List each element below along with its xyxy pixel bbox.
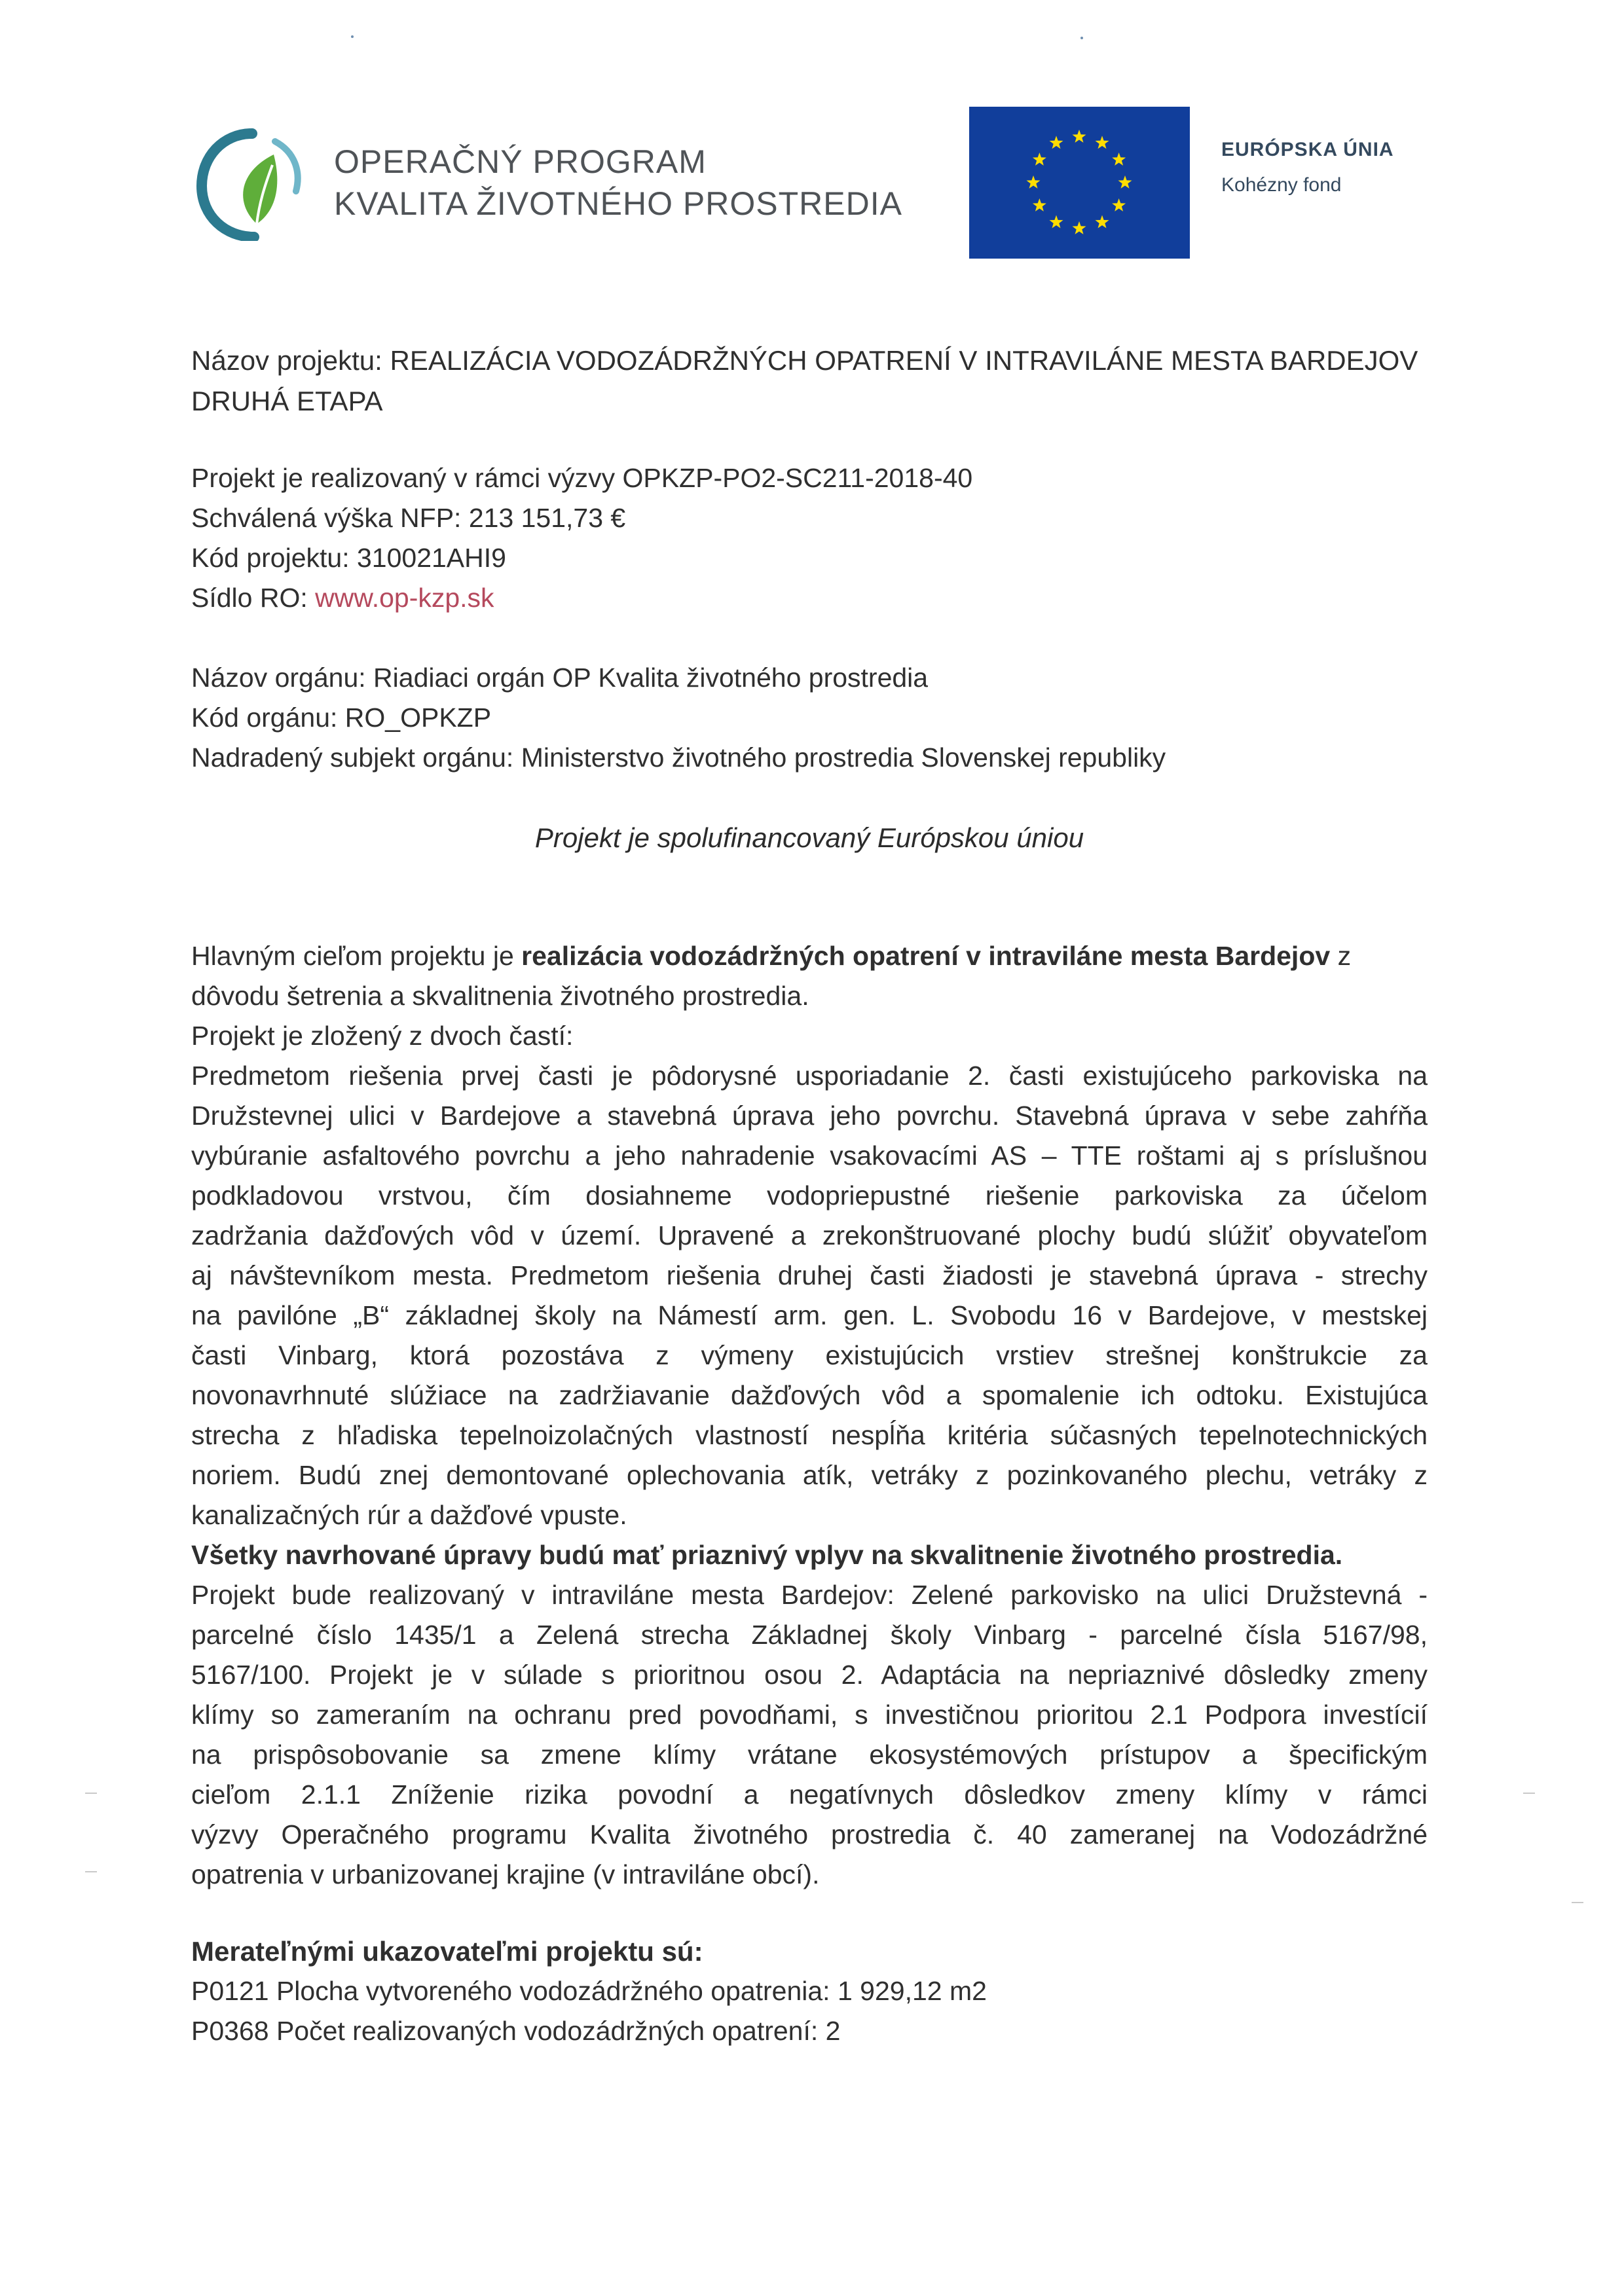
scan-mark xyxy=(85,1793,97,1794)
nfp-amount: Schválená výška NFP: 213 151,73 € xyxy=(191,503,626,533)
scan-mark xyxy=(85,1871,97,1872)
scan-mark xyxy=(1523,1793,1535,1794)
parts-paragraph xyxy=(191,1056,1428,1495)
paragraph-line: časti Vinbarg, ktorá pozostáva z výmeny existujúcich vrstiev strešnej konštrukcie za xyxy=(191,1340,1428,1370)
organ-code: Kód orgánu: RO_OPKZP xyxy=(191,702,492,733)
parts-paragraph-last: kanalizačných rúr a dažďové vpuste. xyxy=(191,1500,627,1530)
organ-name: Názov orgánu: Riadiaci orgán OP Kvalita životného prostredia xyxy=(191,663,929,693)
organ-info xyxy=(191,658,1428,778)
seat-link[interactable]: www.op-kzp.sk xyxy=(315,583,494,613)
eu-flag-icon xyxy=(969,107,1190,259)
eu-stars xyxy=(969,107,1190,259)
paragraph-line: novonavrhnuté slúžiace na zadržiavanie dažďových vôd a spomalenie ich odtoku. Existujúca xyxy=(191,1380,1428,1410)
paragraph-line: Projekt bude realizovaný v intraviláne mesta Bardejov: Zelené parkovisko na ulici Družstevná - xyxy=(191,1580,1428,1610)
eu-star-icon xyxy=(1112,153,1126,166)
scan-mark xyxy=(1572,1902,1583,1903)
paragraph-line: výzvy Operačného programu Kvalita životného prostredia č. 40 zameranej na Vodozádržné xyxy=(191,1819,1428,1850)
paragraph-line: aj návštevníkom mesta. Predmetom riešenia druhej časti žiadosti je stavebná úprava - strechy xyxy=(191,1260,1428,1290)
eu-fund: Kohézny fond xyxy=(1221,174,1342,196)
paragraph-line: Predmetom riešenia prvej časti je pôdorysné usporiadanie 2. časti existujúceho parkoviska na xyxy=(191,1061,1428,1091)
project-info xyxy=(191,458,1428,618)
organ-parent: Nadradený subjekt orgánu: Ministerstvo životného prostredia Slovenskej republiky xyxy=(191,742,1166,773)
goal-line2: dôvodu šetrenia a skvalitnenia životného prostredia. xyxy=(191,981,809,1011)
project-description xyxy=(191,936,1428,1895)
scan-mark xyxy=(1080,37,1083,39)
call-text: Projekt je realizovaný v rámci výzvy OPKZP-PO2-SC211-2018-40 xyxy=(191,463,973,493)
eu-star-icon xyxy=(1033,153,1046,166)
indicator-item: P0368 Počet realizovaných vodozádržných opatrení: 2 xyxy=(191,2016,841,2046)
paragraph-line: strecha z hľadiska tepelnoizolačných vlastností nespĺňa kritéria súčasných tepelnotechnických xyxy=(191,1420,1428,1450)
paragraph-line: klímy so zameraním na ochranu pred povodňami, s investičnou prioritou 2.1 Podpora investícií xyxy=(191,1700,1428,1730)
eu-star-icon xyxy=(1073,221,1086,234)
eu-star-icon xyxy=(1033,198,1046,211)
impact-statement: Všetky navrhované úpravy budú mať priaznivý vplyv na skvalitnenie životného prostredia. xyxy=(191,1540,1343,1570)
paragraph-line: Družstevnej ulici v Bardejove a stavebná úprava jeho povrchu. Stavebná úprava v sebe zahŕňa xyxy=(191,1101,1428,1131)
indicator-item: P0121 Plocha vytvoreného vodozádržného opatrenia: 1 929,12 m2 xyxy=(191,1976,987,2006)
goal-bold: realizácia vodozádržných opatrení v intraviláne mesta Bardejov xyxy=(521,941,1331,971)
eu-star-icon xyxy=(1096,136,1109,149)
eu-star-icon xyxy=(1073,130,1086,143)
op-logo-line1: OPERAČNÝ PROGRAM xyxy=(334,143,707,180)
paragraph-line: zadržania dažďových vôd v území. Upravené a zrekonštruované plochy budú slúžiť obyvateľom xyxy=(191,1220,1428,1250)
paragraph-line: noriem. Budú znej demontované oplechovania atík, vetráky z pozinkovaného plechu, vetráky z xyxy=(191,1460,1428,1490)
paragraph-line: podkladovou vrstvou, čím dosiahneme vodopriepustné riešenie parkoviska za účelom xyxy=(191,1180,1428,1211)
eu-name: EURÓPSKA ÚNIA xyxy=(1221,139,1394,160)
eu-star-icon xyxy=(1027,175,1041,189)
eu-star-icon xyxy=(1118,175,1132,189)
project-title-label: Názov projektu: xyxy=(191,345,382,376)
goal-post: z xyxy=(1337,941,1352,971)
paragraph-line: cieľom 2.1.1 Zníženie rizika povodní a negatívnych dôsledkov zmeny klímy v rámci xyxy=(191,1779,1428,1810)
location-paragraph xyxy=(191,1575,1428,1855)
paragraph-line: na pavilóne „B“ základnej školy na Námestí arm. gen. L. Svobodu 16 v Bardejove, v mestskej xyxy=(191,1300,1428,1330)
parts-intro: Projekt je zložený z dvoch častí: xyxy=(191,1021,574,1051)
location-paragraph-last: opatrenia v urbanizovanej krajine (v intraviláne obcí). xyxy=(191,1859,820,1889)
goal-pre: Hlavným cieľom projektu je xyxy=(191,941,514,971)
eu-logo-text xyxy=(1221,139,1394,196)
op-logo-line2: KVALITA ŽIVOTNÉHO PROSTREDIA xyxy=(334,185,902,222)
paragraph-line: na prispôsobovanie sa zmene klímy vrátane ekosystémových prístupov a špecifickým xyxy=(191,1740,1428,1770)
goal-line1 xyxy=(191,936,1428,976)
paragraph-line: vybúranie asfaltového povrchu a jeho nahradenie vsakovacími AS – TTE roštami aj s príslušnou xyxy=(191,1140,1428,1171)
paragraph-line: parcelné číslo 1435/1 a Zelená strecha Základnej školy Vinbarg - parcelné čísla 5167/98, xyxy=(191,1620,1428,1650)
leaf-ring-logo-icon xyxy=(196,126,308,241)
scan-mark xyxy=(351,35,354,38)
seat-label: Sídlo RO: xyxy=(191,583,308,613)
eu-star-icon xyxy=(1112,198,1126,211)
eu-star-icon xyxy=(1050,136,1063,149)
project-title-line2: DRUHÁ ETAPA xyxy=(191,386,383,416)
indicators xyxy=(191,1931,1428,2051)
indicators-heading: Merateľnými ukazovateľmi projektu sú: xyxy=(191,1936,703,1967)
project-title-line1: REALIZÁCIA VODOZÁDRŽNÝCH OPATRENÍ V INTRAVILÁNE MESTA BARDEJOV xyxy=(390,345,1418,376)
cofinanced-note: Projekt je spolufinancovaný Európskou úniou xyxy=(534,822,1084,853)
eu-star-icon xyxy=(1096,215,1109,228)
project-code: Kód projektu: 310021AHI9 xyxy=(191,543,506,573)
eu-star-icon xyxy=(1050,215,1063,228)
paragraph-line: 5167/100. Projekt je v súlade s prioritnou osou 2. Adaptácia na nepriaznivé dôsledky zmeny xyxy=(191,1660,1428,1690)
project-title xyxy=(191,340,1428,422)
op-kzp-logo xyxy=(196,118,904,249)
